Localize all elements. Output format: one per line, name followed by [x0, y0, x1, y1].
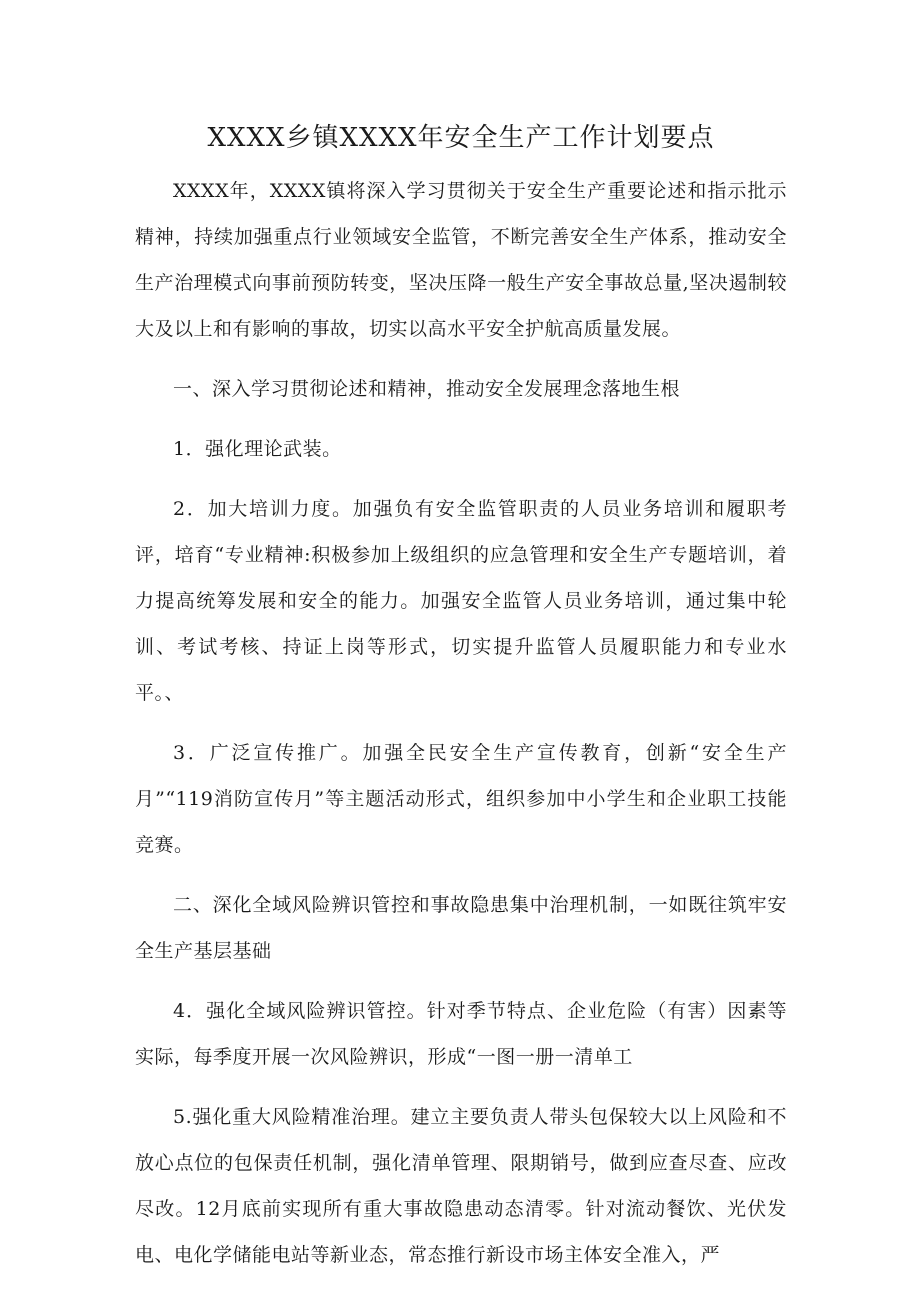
section-heading-2: 二、深化全域风险辨识管控和事故隐患集中治理机制，一如既往筑牢安全生产基层基础 [135, 894, 787, 962]
item-5-paragraph: 5.强化重大风险精准治理。建立主要负责人带头包保较大以上风险和不放心点位的包保责任机制，强化清单管理、限期销号，做到应查尽查、应改尽改。12月底前实现所有重大事故隐患动态清零。针对流动餐饮、光伏发电、电化学储能电站等新业态，常态推行新设市场主体安全准入，严 [135, 1106, 787, 1266]
section-heading-1: 一、深入学习贯彻论述和精神，推动安全发展理念落地生根 [173, 378, 681, 400]
item-4-paragraph: 4．强化全域风险辨识管控。针对季节特点、企业危险（有害）因素等实际，每季度开展一次风险辨识，形成“一图一册一清单工 [135, 1000, 787, 1068]
item-3-paragraph: 3．广泛宣传推广。加强全民安全生产宣传教育，创新“安全生产月”“119消防宣传月”等主题活动形式，组织参加中小学生和企业职工技能竞赛。 [135, 742, 787, 856]
item-1-paragraph: 1．强化理论武装。 [173, 438, 342, 460]
item-2-paragraph: 2．加大培训力度。加强负有安全监管职责的人员业务培训和履职考评，培育“专业精神:积极参加上级组织的应急管理和安全生产专题培训，着力提高统筹发展和安全的能力。加强安全监管人员业务培训，通过集中轮训、考试考核、持证上岗等形式，切实提升监管人员履职能力和专业水平。、 [135, 498, 787, 704]
intro-paragraph: XXXX年，XXXX镇将深入学习贯彻关于安全生产重要论述和指示批示精神，持续加强重点行业领域安全监管，不断完善安全生产体系，推动安全生产治理模式向事前预防转变，坚决压降一般生产安全事故总量,坚决遏制较大及以上和有影响的事故，切实以高水平安全护航高质量发展。 [135, 180, 787, 340]
document-title: XXXX乡镇XXXX年安全生产工作计划要点 [207, 123, 715, 153]
